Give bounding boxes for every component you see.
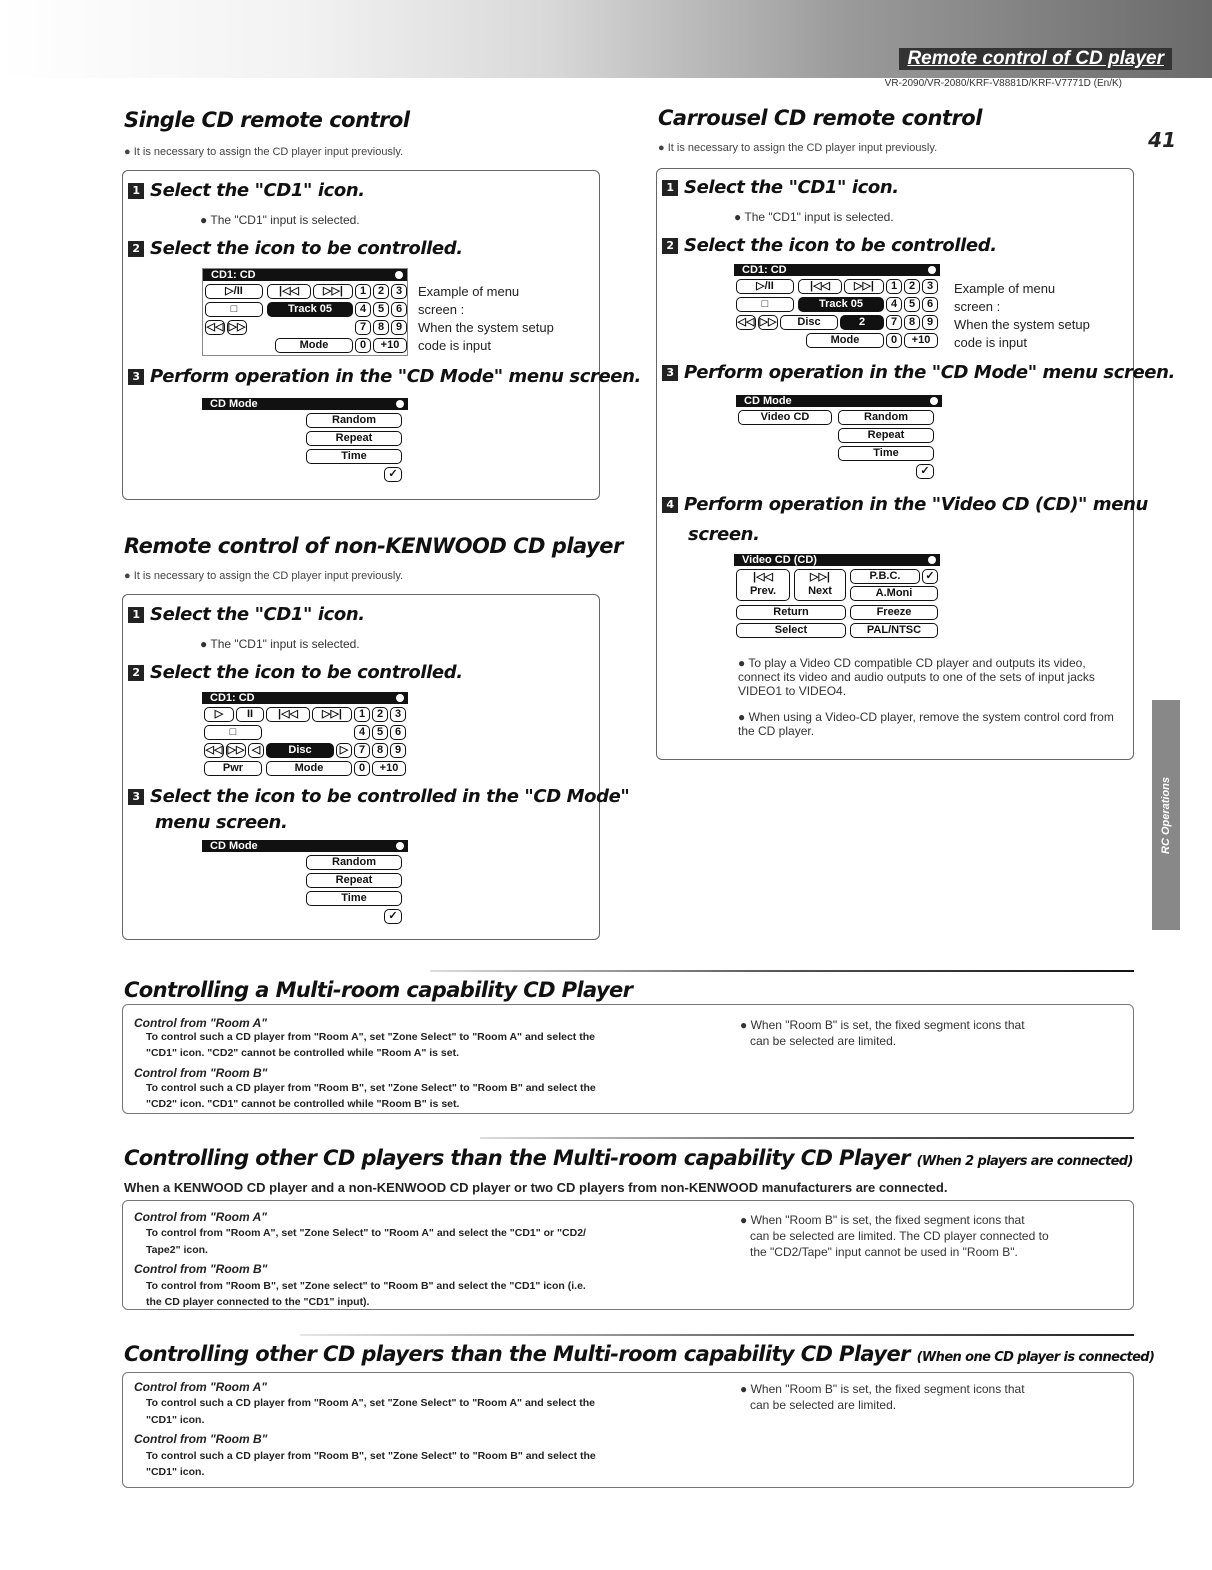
step-number: 2 — [662, 238, 678, 254]
step-number: 2 — [128, 241, 144, 257]
room-b-text-2: "CD1" icon. — [146, 1466, 205, 1478]
room-b-text-1: To control such a CD player from "Room B", set "Zone Select" to "Room B" and select the — [146, 1082, 596, 1094]
disc-display: Disc — [266, 743, 334, 758]
num-key[interactable]: 6 — [390, 725, 406, 740]
single-step3: 3 Perform operation in the "CD Mode" menu screen. — [128, 366, 641, 387]
num-key[interactable]: 2 — [373, 284, 389, 299]
num-key[interactable]: 7 — [355, 320, 371, 335]
num-key[interactable]: 1 — [354, 707, 370, 722]
num-key[interactable]: 0 — [355, 338, 371, 353]
other1-note-1: ● When "Room B" is set, the fixed segment icons that — [740, 1382, 1025, 1396]
num-key[interactable]: 1 — [355, 284, 371, 299]
num-key[interactable]: 0 — [354, 761, 370, 776]
track-display: Track 05 — [798, 297, 884, 312]
vcd-next-key[interactable]: ▷▷| Next — [794, 569, 846, 601]
multiroom-title: Controlling a Multi-room capability CD Player — [124, 978, 633, 1002]
power-key[interactable]: Pwr — [204, 761, 262, 776]
carrousel-note: ● It is necessary to assign the CD player input previously. — [658, 142, 938, 154]
disc-left-key[interactable]: ◁ — [248, 743, 264, 758]
prev-key[interactable]: |◁◁ — [267, 284, 311, 299]
nonken-step1: 1 Select the "CD1" icon. — [128, 604, 365, 625]
num-key[interactable]: 4 — [354, 725, 370, 740]
disc-number: 2 — [840, 315, 884, 330]
check-key[interactable]: ✓ — [384, 909, 402, 924]
nonken-step1-sub: ● The "CD1" input is selected. — [200, 637, 360, 651]
rew-key[interactable]: ◁◁ — [737, 316, 755, 328]
select-key[interactable]: Select — [736, 623, 846, 638]
num-key[interactable]: 7 — [886, 315, 902, 330]
room-b-text-2: the CD player connected to the "CD1" input). — [146, 1296, 370, 1308]
disc-key[interactable]: Disc — [780, 315, 838, 330]
step-number: 3 — [128, 369, 144, 385]
side-tab: RC Operations — [1152, 700, 1180, 930]
divider — [300, 1334, 1134, 1336]
next-key[interactable]: ▷▷| — [312, 707, 352, 722]
video-cd-key[interactable]: Video CD — [738, 410, 832, 425]
single-step2: 2 Select the icon to be controlled. — [128, 238, 463, 259]
track-display: Track 05 — [267, 302, 353, 317]
ff-key[interactable]: ▷▷ — [227, 744, 245, 756]
return-key[interactable]: Return — [736, 605, 846, 620]
repeat-key[interactable]: Repeat — [306, 431, 402, 446]
vcd-prev-key[interactable]: |◁◁ Prev. — [736, 569, 790, 601]
random-key[interactable]: Random — [306, 855, 402, 870]
other1-note-2: can be selected are limited. — [750, 1398, 897, 1412]
next-key[interactable]: ▷▷| — [313, 284, 353, 299]
room-a-text-2: "CD1" icon. "CD2" cannot be controlled while "Room A" is set. — [146, 1047, 460, 1059]
repeat-key[interactable]: Repeat — [838, 428, 934, 443]
nonken-cd1-screen — [202, 692, 408, 780]
nonken-step3-cont: menu screen. — [155, 812, 288, 833]
num-key[interactable]: 5 — [372, 725, 388, 740]
nonken-step2: 2 Select the icon to be controlled. — [128, 662, 463, 683]
step-number: 2 — [128, 665, 144, 681]
pause-key[interactable]: II — [236, 707, 264, 722]
nonken-note: ● It is necessary to assign the CD player input previously. — [124, 570, 404, 582]
other2-title: Controlling other CD players than the Multi-room capability CD Player (When 2 players are connected) — [124, 1146, 1133, 1170]
num-key[interactable]: 1 — [886, 279, 902, 294]
multiroom-note-2: can be selected are limited. — [750, 1034, 897, 1048]
stop-key[interactable]: □ — [204, 725, 262, 740]
single-cd1-screen — [202, 268, 408, 356]
num-key[interactable]: 6 — [922, 297, 938, 312]
num-key[interactable]: 4 — [886, 297, 902, 312]
carrousel-bullet-1: ● To play a Video CD compatible CD player and outputs its video, connect its video and audio outputs to one of the sets of input jacks VIDEO1 to VIDEO4. — [738, 656, 1095, 698]
single-cdmode-screen — [202, 398, 408, 484]
num-key[interactable]: 8 — [372, 743, 388, 758]
room-a-heading: Control from "Room A" — [134, 1380, 267, 1394]
mode-key[interactable]: Mode — [806, 333, 884, 348]
single-title: Single CD remote control — [124, 108, 410, 132]
num-key[interactable]: 3 — [391, 284, 407, 299]
room-b-heading: Control from "Room B" — [134, 1066, 268, 1080]
random-key[interactable]: Random — [306, 413, 402, 428]
step-number: 3 — [662, 365, 678, 381]
divider — [430, 970, 1134, 972]
num-key[interactable]: 5 — [904, 297, 920, 312]
num-key[interactable]: 2 — [372, 707, 388, 722]
prev-key[interactable]: |◁◁ — [798, 279, 842, 294]
num-key[interactable]: 0 — [886, 333, 902, 348]
screen-title: CD Mode — [202, 398, 408, 410]
nonken-cdmode-screen — [202, 840, 408, 926]
random-key[interactable]: Random — [838, 410, 934, 425]
num-key[interactable]: 9 — [922, 315, 938, 330]
next-key[interactable]: ▷▷| — [844, 279, 884, 294]
screen-title: CD1: CD — [203, 269, 407, 281]
room-a-text-1: To control such a CD player from "Room A", set "Zone Select" to "Room A" and select the — [146, 1031, 595, 1043]
step-number: 3 — [128, 789, 144, 805]
carrousel-cdmode-screen — [736, 395, 942, 481]
num-key[interactable]: 6 — [391, 302, 407, 317]
rew-key[interactable]: ◁◁ — [205, 744, 223, 756]
screen-title: CD Mode — [736, 395, 942, 407]
step-number: 1 — [128, 183, 144, 199]
section-title: Remote control of CD player — [899, 48, 1172, 70]
nonken-step3: 3 Select the icon to be controlled in the "CD Mode" — [128, 786, 629, 807]
room-a-text-2: Tape2" icon. — [146, 1244, 208, 1256]
play-pause-key[interactable]: ▷/II — [205, 284, 263, 299]
other1-title: Controlling other CD players than the Multi-room capability CD Player (When one CD player is connected) — [124, 1342, 1155, 1366]
model-numbers: VR-2090/VR-2080/KRF-V8881D/KRF-V7771D (En/K) — [884, 78, 1122, 89]
screen-title: CD1: CD — [202, 692, 408, 704]
amoni-key[interactable]: A.Moni — [850, 586, 938, 601]
single-step1-sub: ● The "CD1" input is selected. — [200, 213, 360, 227]
carrousel-bullet-2: ● When using a Video-CD player, remove the system control cord from the CD player. — [738, 710, 1114, 738]
plus10-key[interactable]: +10 — [904, 333, 938, 348]
stop-key[interactable]: □ — [736, 297, 794, 312]
screen-title: Video CD (CD) — [734, 554, 940, 566]
check-key[interactable]: ✓ — [384, 467, 402, 482]
room-a-text-1: To control such a CD player from "Room A", set "Zone Select" to "Room A" and select the — [146, 1397, 595, 1409]
carrousel-cd1-screen — [734, 264, 940, 352]
carrousel-title: Carrousel CD remote control — [658, 106, 982, 130]
single-note: ● It is necessary to assign the CD player input previously. — [124, 146, 404, 158]
carrousel-step3: 3 Perform operation in the "CD Mode" menu screen. — [662, 362, 1175, 383]
plus10-key[interactable]: +10 — [373, 338, 407, 353]
screen-title: CD1: CD — [734, 264, 940, 276]
room-a-heading: Control from "Room A" — [134, 1210, 267, 1224]
room-b-heading: Control from "Room B" — [134, 1432, 268, 1446]
ff-key[interactable]: ▷▷ — [228, 321, 246, 333]
num-key[interactable]: 3 — [922, 279, 938, 294]
plus10-key[interactable]: +10 — [372, 761, 406, 776]
time-key[interactable]: Time — [306, 449, 402, 464]
carrousel-example: Example of menu screen : When the system setup code is input — [954, 281, 1090, 350]
vcd-screen — [734, 554, 940, 644]
pbc-check-key[interactable]: ✓ — [922, 569, 938, 584]
pal-ntsc-key[interactable]: PAL/NTSC — [850, 623, 938, 638]
carrousel-step1-sub: ● The "CD1" input is selected. — [734, 210, 894, 224]
mode-key[interactable]: Mode — [266, 761, 352, 776]
num-key[interactable]: 5 — [373, 302, 389, 317]
screen-title: CD Mode — [202, 840, 408, 852]
other2-note-2: can be selected are limited. The CD player connected to — [750, 1229, 1049, 1243]
other2-subtitle: When a KENWOOD CD player and a non-KENWOOD CD player or two CD players from non-KENWOOD manufacturers are connected. — [124, 1180, 948, 1195]
num-key[interactable]: 4 — [355, 302, 371, 317]
single-example: Example of menu screen : When the system setup code is input — [418, 284, 554, 353]
prev-key[interactable]: |◁◁ — [266, 707, 310, 722]
step-number: 4 — [662, 497, 678, 513]
play-key[interactable]: ▷ — [204, 707, 234, 722]
num-key[interactable]: 9 — [390, 743, 406, 758]
other2-note-3: the "CD2/Tape" input cannot be used in "Room B". — [750, 1245, 1018, 1259]
carrousel-step1: 1 Select the "CD1" icon. — [662, 177, 899, 198]
time-key[interactable]: Time — [838, 446, 934, 461]
single-step1: 1 Select the "CD1" icon. — [128, 180, 365, 201]
mode-key[interactable]: Mode — [275, 338, 353, 353]
num-key[interactable]: 3 — [390, 707, 406, 722]
num-key[interactable]: 8 — [373, 320, 389, 335]
room-b-heading: Control from "Room B" — [134, 1262, 268, 1276]
num-key[interactable]: 2 — [904, 279, 920, 294]
check-key[interactable]: ✓ — [916, 464, 934, 479]
room-a-heading: Control from "Room A" — [134, 1016, 267, 1030]
step-number: 1 — [662, 180, 678, 196]
carrousel-step4-cont: screen. — [688, 524, 760, 545]
multiroom-note-1: ● When "Room B" is set, the fixed segment icons that — [740, 1018, 1025, 1032]
room-b-text-2: "CD2" icon. "CD1" cannot be controlled while "Room B" is set. — [146, 1098, 460, 1110]
num-key[interactable]: 8 — [904, 315, 920, 330]
rew-key[interactable]: ◁◁ — [206, 321, 224, 333]
divider — [480, 1137, 1134, 1139]
step-number: 1 — [128, 607, 144, 623]
page-number: 41 — [1148, 128, 1176, 152]
time-key[interactable]: Time — [306, 891, 402, 906]
other2-note-1: ● When "Room B" is set, the fixed segment icons that — [740, 1213, 1025, 1227]
room-a-text-1: To control from "Room A", set "Zone Select" to "Room A" and select the "CD1" or "CD2/ — [146, 1227, 586, 1239]
room-a-text-2: "CD1" icon. — [146, 1414, 205, 1426]
play-pause-key[interactable]: ▷/II — [736, 279, 794, 294]
repeat-key[interactable]: Repeat — [306, 873, 402, 888]
room-b-text-1: To control from "Room B", set "Zone select" to "Room B" and select the "CD1" icon (i.e. — [146, 1280, 586, 1292]
freeze-key[interactable]: Freeze — [850, 605, 938, 620]
disc-right-key[interactable]: ▷ — [336, 743, 352, 758]
carrousel-step2: 2 Select the icon to be controlled. — [662, 235, 997, 256]
num-key[interactable]: 7 — [354, 743, 370, 758]
nonken-title: Remote control of non-KENWOOD CD player — [124, 534, 623, 558]
room-b-text-1: To control such a CD player from "Room B", set "Zone Select" to "Room B" and select the — [146, 1450, 596, 1462]
carrousel-step4: 4 Perform operation in the "Video CD (CD)" menu — [662, 494, 1148, 515]
pbc-key[interactable]: P.B.C. — [850, 569, 920, 584]
num-key[interactable]: 9 — [391, 320, 407, 335]
stop-key[interactable]: □ — [205, 302, 263, 317]
ff-key[interactable]: ▷▷ — [759, 316, 777, 328]
